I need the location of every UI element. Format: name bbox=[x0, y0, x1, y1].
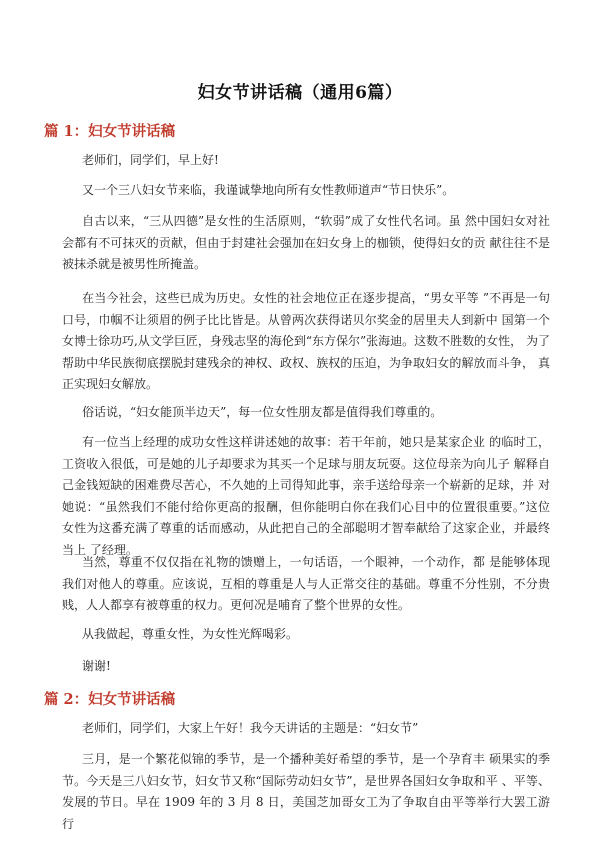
paragraph: 俗话说，“妇女能顶半边天”，每一位女性朋友都是值得我们尊重的。 bbox=[82, 405, 443, 419]
paragraph-greeting: 老师们，同学们，大家上午好！我今天讲话的主题是：“妇女节” bbox=[82, 721, 419, 735]
paragraph: 又一个三八妇女节来临，我谨诚挚地向所有女性教师道声“节日快乐”。 bbox=[82, 183, 455, 197]
document-title: 妇女节讲话稿（通用6篇） bbox=[197, 83, 403, 103]
paragraph: 三月，是一个繁花似锦的季节，是一个播种美好希望的季节，是一个孕育丰 硕果实的季节。今天是三八妇女节，妇女节又称“国际劳动妇女节”，是世界各国妇女争取和平 、平等、发展的节日。早在 1909 年的 3 月 8 日，美国芝加哥女工为了争取自由平等举行大罢工游行 bbox=[62, 752, 550, 831]
section-heading-1: 篇 1：妇女节讲话稿 bbox=[44, 123, 176, 140]
paragraph-greeting: 老师们，同学们，早上好! bbox=[82, 153, 219, 167]
paragraph: 自古以来，“三从四德”是女性的生活原则，“软弱”成了女性代名词。虽 然中国妇女对社会都有不可抹灭的贡献，但由于封建社会强加在妇女身上的枷锁，使得妇女的贡 献往往不是被抹杀就是被男性所掩盖。 bbox=[62, 214, 550, 271]
section-heading-2: 篇 2：妇女节讲话稿 bbox=[44, 691, 176, 708]
paragraph: 从我做起，尊重女性，为女性光辉喝彩。 bbox=[82, 627, 299, 641]
paragraph-closing: 谢谢! bbox=[82, 659, 111, 673]
paragraph: 在当今社会，这些已成为历史。女性的社会地位正在逐步提高，“男女平等 ”不再是一句口号，巾帼不让须眉的例子比比皆是。从曾两次获得诺贝尔奖金的居里夫人到新中 国第一个女博士徐功巧,从文学巨匠，身残志坚的海伦到“东方保尔”张海迪。这数不胜数的女性， 为了帮助中华民族彻底摆脱封建残余的神权、政权、族权的压迫，为争取妇女的解放而斗争， 真正实现妇女解放。 bbox=[62, 291, 550, 391]
paragraph: 当然，尊重不仅仅指在礼物的馈赠上，一句话语，一个眼神，一个动作，都 是能够体现我们对他人的尊重。应该说，互相的尊重是人与人正常交往的基础。尊重不分性别，不分贵贱，人人都享有被尊重的权力。更何况是哺育了整个世界的女性。 bbox=[62, 555, 550, 612]
paragraph: 有一位当上经理的成功女性这样讲述她的故事：若干年前，她只是某家企业 的临时工，工资收入很低，可是她的儿子却要求为其买一个足球与朋友玩耍。这位母亲为向儿子 解释自己金钱短缺的困难费尽苦心，不久她的上司得知此事，亲手送给母亲一个崭新的足球，并 对她说：“虽然我们不能付给你更高的报酬，但你能明白你在我们心目中的位置很重要。”这位 女性为这番充满了尊重的话而感动，从此把自己的全部聪明才智奉献给了这家企业，并最终当上 了经理。 bbox=[62, 435, 550, 557]
